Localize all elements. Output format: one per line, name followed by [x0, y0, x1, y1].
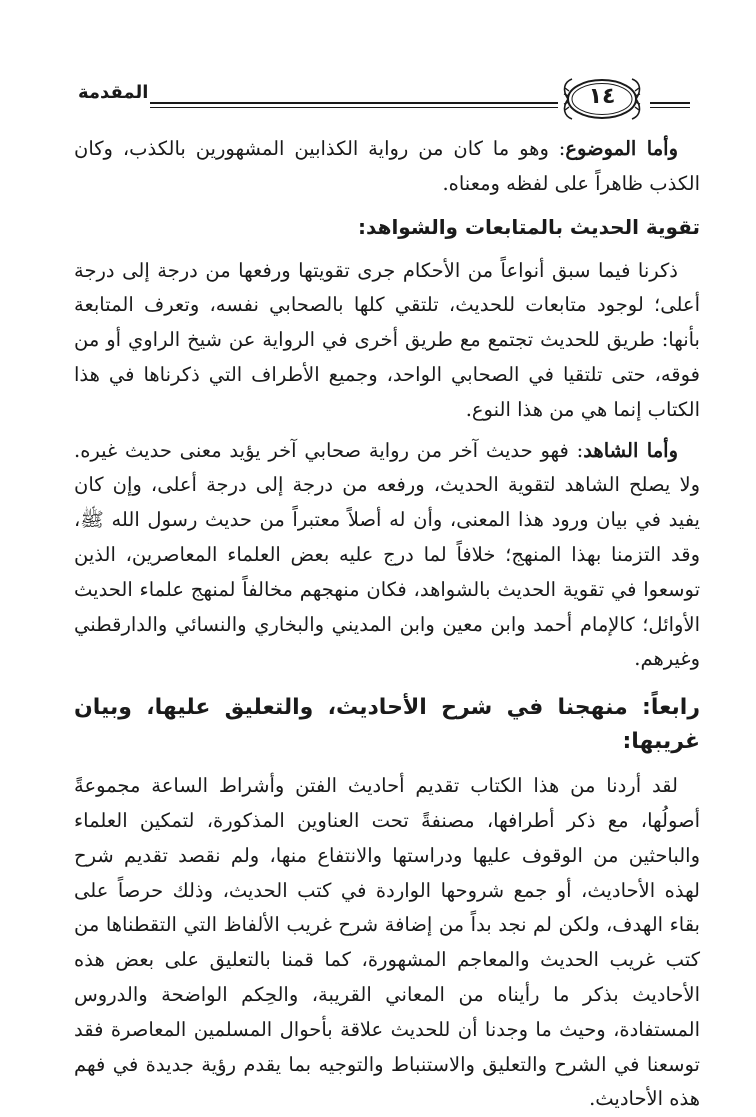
- page-number-ornament: [560, 76, 644, 122]
- page-header: [60, 72, 690, 122]
- header-rule-left: [150, 102, 558, 104]
- heading-strengthening-hadith: تقوية الحديث بالمتابعات والشواهد:: [358, 214, 700, 239]
- paragraph-method: لقد أردنا من هذا الكتاب تقديم أحاديث الفتن وأشراط الساعة مجموعةً أصولُها، مع ذكر أطرافها، مصنفةً تحت العناوين المذكورة، لتمكين العلماء والباحثين من الوقوف عليها ودراستها والانتفاع منها، ولم نقصد تقديم شرح لهذه الأحاديث، أو جمع شروحها الواردة في كتب الحديث، وذلك حرصاً على بقاء الهدف، ولكن لم نجد بداً من إضافة شرح غريب الألفاظ التي التقطناها من كتب غريب الحديث والمعاجم المشهورة، كما قمنا بالتعليق على بعض هذه الأحاديث بذكر ما رأيناه من المعاني القريبة، والحِكم الواضحة والدروس المستفادة، وحيث ما وجدنا أن للحديث علاقة بأحوال المسلمين المعاصرة فقد توسعنا في الشرح والتعليق والاستنباط والتوجيه بما يقدم رؤية جديدة في فهم هذه الأحاديث.: [74, 774, 700, 1111]
- paragraph-mutabaat: ذكرنا فيما سبق أنواعاً من الأحكام جرى تقويتها ورفعها من درجة إلى درجة أعلى؛ لوجود متابعات للحديث، تلتقي كلها بالصحابي نفسه، وتعرف المتابعة بأنها: طريق للحديث تجتمع مع طريق أخرى في الرواية عن شيخ الراوي أو من فوقه، حتى تلتقيا في الصحابي الواحد، وجميع الأطراف التي ذكرناها في هذا الكتاب إنما هي من هذا النوع.: [74, 258, 700, 421]
- paragraph-shahid-text: : فهو حديث آخر من رواية صحابي آخر يؤيد معنى حديث غيره. ولا يصلح الشاهد لتقوية الحديث، ورفعه من درجة إلى درجة أعلى، وإن كان يفيد في بيان ورود هذا المعنى، وأن له أصلاً معتبراً من حديث رسول الله ﷺ، وقد التزمنا بهذا المنهج؛ خلافاً لما درج عليه بعض العلماء المعاصرين، الذين توسعوا في تقوية الحديث بالشواهد، فكان منهجهم مخالفاً لمنهج علماء الحديث الأوائل؛ كالإمام أحمد وابن معين وابن المديني والبخاري والنسائي والدارقطني وغيرهم.: [74, 438, 700, 671]
- section-title: المقدمة: [78, 82, 149, 103]
- header-rule-left-thin: [150, 107, 558, 108]
- heading-method-fourth: رابعاً: منهجنا في شرح الأحاديث، والتعليق عليها، وبيان غريبها:: [74, 695, 700, 755]
- paragraph-mawdu-text: : وهو ما كان من رواية الكذابين المشهورين بالكذب، وكان الكذب ظاهراً على لفظه ومعناه.: [74, 137, 700, 195]
- page-number: ١٤: [588, 84, 616, 109]
- term-shahid: وأما الشاهد: [583, 438, 678, 462]
- header-rule-right-thin: [650, 107, 690, 108]
- term-mawdu: وأما الموضوع: [565, 137, 678, 160]
- paragraph-mawdu: [74, 132, 700, 202]
- page-body: [74, 132, 700, 1117]
- header-rule-right: [650, 102, 690, 104]
- paragraph-shahid: [74, 434, 700, 678]
